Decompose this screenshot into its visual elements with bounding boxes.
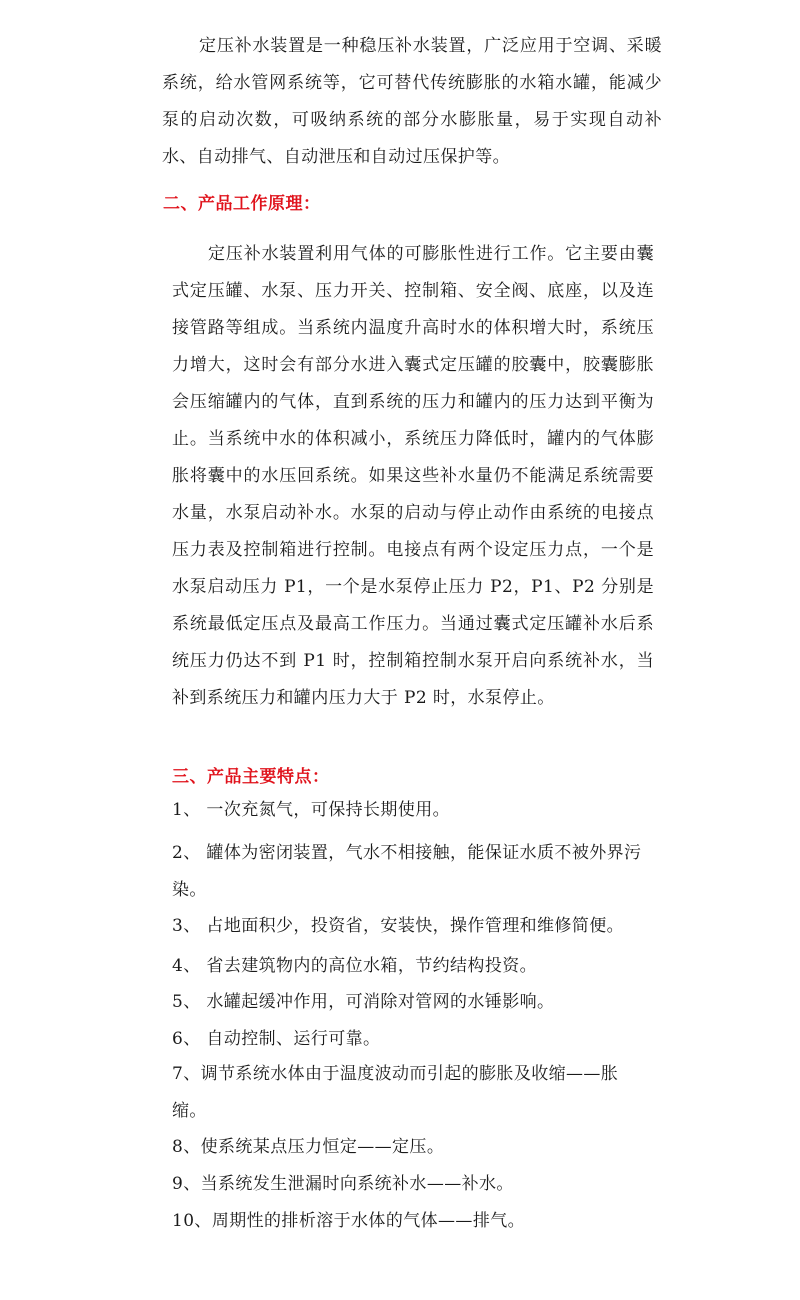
feature-item: 3、 占地面积少，投资省，安装快，操作管理和维修简便。	[172, 916, 625, 936]
feature-item: 4、 省去建筑物内的高位水箱，节约结构投资。	[172, 956, 538, 976]
intro-paragraph: 定压补水装置是一种稳压补水装置，广泛应用于空调、采暖系统，给水管网系统等，它可替代传统膨胀的水箱水罐，能减少泵的启动次数，可吸纳系统的部分水膨胀量，易于实现自动补水、自动排气、自动泄压和自动过压保护等。	[162, 36, 662, 167]
feature-item: 9、当系统发生泄漏时向系统补水——补水。	[172, 1174, 514, 1194]
feature-item: 10、周期性的排析溶于水体的气体——排气。	[172, 1211, 526, 1231]
feature-item: 6、 自动控制、运行可靠。	[172, 1029, 381, 1049]
section-heading-main-features: 三、产品主要特点：	[172, 767, 330, 787]
feature-item: 1、 一次充氮气，可保持长期使用。	[172, 800, 451, 820]
feature-item: 7、调节系统水体由于温度波动而引起的膨胀及收缩——胀缩。	[172, 1064, 619, 1121]
feature-item: 8、使系统某点压力恒定——定压。	[172, 1137, 445, 1157]
working-principle-paragraph: 定压补水装置利用气体的可膨胀性进行工作。它主要由囊式定压罐、水泵、压力开关、控制箱、安全阀、底座，以及连接管路等组成。当系统内温度升高时水的体积增大时，系统压力增大，这时会有部分水进入囊式定压罐的胶囊中，胶囊膨胀会压缩罐内的气体，直到系统的压力和罐内的压力达到平衡为止。当系统中水的体积减小，系统压力降低时，罐内的气体膨胀将囊中的水压回系统。如果这些补水量仍不能满足系统需要水量，水泵启动补水。水泵的启动与停止动作由系统的电接点压力表及控制箱进行控制。电接点有两个设定压力点，一个是水泵启动压力 P1，一个是水泵停止压力 P2，P1、P2 分别是系统最低定压点及最高工作压力。当通过囊式定压罐补水后系统压力仍达不到 P1 时，控制箱控制水泵开启向系统补水，当补到系统压力和罐内压力大于 P2 时，水泵停止。	[172, 244, 654, 708]
feature-item: 5、 水罐起缓冲作用，可消除对管网的水锤影响。	[172, 992, 555, 1012]
feature-item: 2、 罐体为密闭装置，气水不相接触，能保证水质不被外界污染。	[172, 843, 642, 900]
section-heading-working-principle: 二、产品工作原理：	[163, 194, 321, 214]
